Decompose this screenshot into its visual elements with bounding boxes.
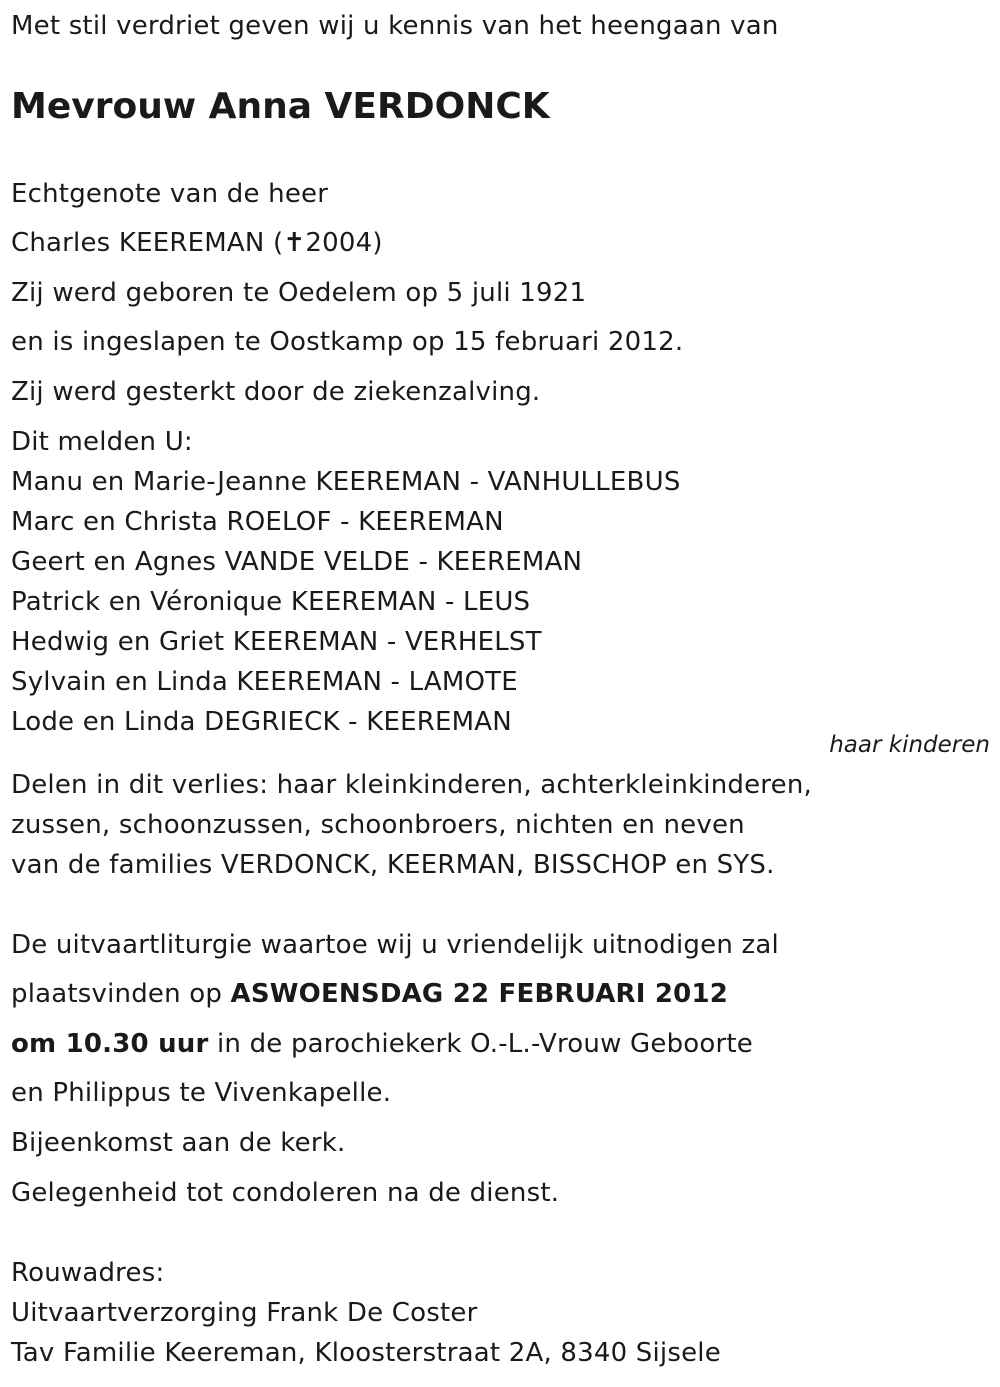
address-line-2: Tav Familie Keereman, Kloosterstraat 2A, 8340 Sijsele [11, 1338, 721, 1368]
condolences-line: Gelegenheid tot condoleren na de dienst. [11, 1178, 560, 1208]
child-row: Patrick en Véronique KEEREMAN - LEUS [11, 587, 531, 617]
funeral-line-4: en Philippus te Vivenkapelle. [11, 1078, 392, 1108]
address-line-1: Uitvaartverzorging Frank De Coster [11, 1298, 478, 1328]
child-row: Marc en Christa ROELOF - KEEREMAN [11, 507, 504, 537]
sharing-line: zussen, schoonzussen, schoonbroers, nichten en neven [11, 810, 745, 840]
funeral-church: in de parochiekerk O.-L.-Vrouw Geboorte [208, 1029, 753, 1059]
child-row: Manu en Marie-Jeanne KEEREMAN - VANHULLEBUS [11, 467, 681, 497]
funeral-line-1: De uitvaartliturgie waartoe wij u vriendelijk uitnodigen zal [11, 930, 779, 960]
child-row: Lode en Linda DEGRIECK - KEEREMAN [11, 707, 512, 737]
children-label: haar kinderen [829, 732, 990, 758]
funeral-date-prefix: plaatsvinden op [11, 979, 231, 1009]
child-row: Sylvain en Linda KEEREMAN - LAMOTE [11, 667, 518, 697]
funeral-date: ASWOENSDAG 22 FEBRUARI 2012 [230, 979, 729, 1009]
birth-line: Zij werd geboren te Oedelem op 5 juli 1921 [11, 278, 587, 308]
deceased-name: Mevrouw Anna VERDONCK [11, 86, 550, 127]
spouse-line-1: Echtgenote van de heer [11, 179, 329, 209]
child-row: Hedwig en Griet KEEREMAN - VERHELST [11, 627, 542, 657]
death-line: en is ingeslapen te Oostkamp op 15 februari 2012. [11, 327, 684, 357]
intro-text: Met stil verdriet geven wij u kennis van het heengaan van [11, 11, 779, 41]
address-heading: Rouwadres: [11, 1258, 165, 1288]
sharing-line: van de families VERDONCK, KEERMAN, BISSCHOP en SYS. [11, 850, 775, 880]
announcers-heading: Dit melden U: [11, 427, 193, 457]
sacrament-line: Zij werd gesterkt door de ziekenzalving. [11, 377, 541, 407]
funeral-line-2 [11, 979, 728, 1009]
sharing-line: Delen in dit verlies: haar kleinkinderen, achterkleinkinderen, [11, 770, 812, 800]
gathering-line: Bijeenkomst aan de kerk. [11, 1128, 346, 1158]
funeral-line-3 [11, 1029, 753, 1059]
child-row: Geert en Agnes VANDE VELDE - KEEREMAN [11, 547, 583, 577]
funeral-time: om 10.30 uur [11, 1029, 209, 1059]
spouse-line-2: Charles KEEREMAN (✝2004) [11, 228, 383, 258]
